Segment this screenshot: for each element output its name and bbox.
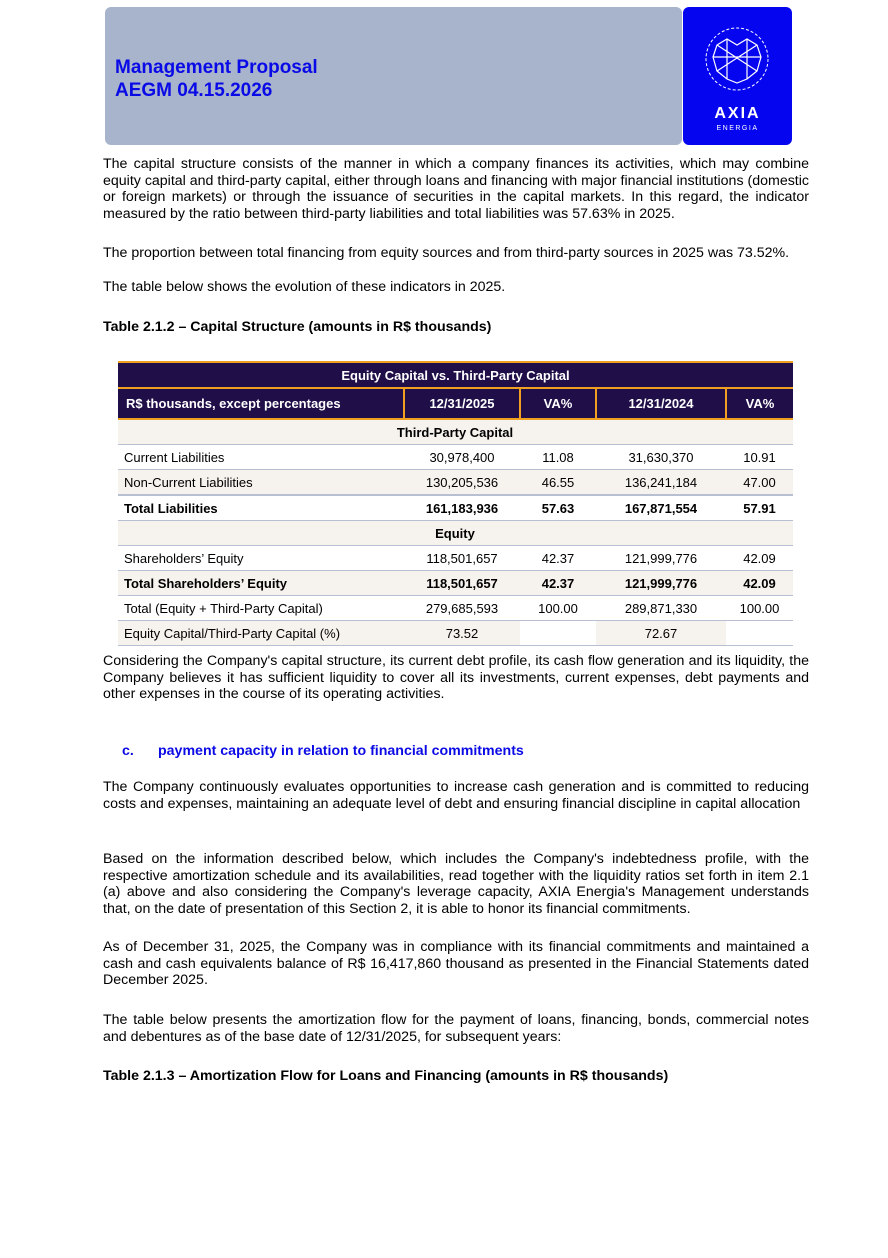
cell: 167,871,554 [596,495,726,521]
paragraph: Based on the information described below, which includes the Company's indebtedness profile, with the respective amortization schedule and its availabilities, read together with the liquidity ratios set forth in item 2.1 (a) above and also considering the Company's leverage capacity, AXIA Energia's Management understands that, on the date of presentation of this Section 2, it is able to honor its financial commitments. [103,851,809,917]
section-letter: c. [122,743,134,759]
paragraph: The Company continuously evaluates opportunities to increase cash generation and is committed to reducing costs and expenses, maintaining an adequate level of debt and ensuring financial discipline in capital allocation [103,779,809,812]
cell: 11.08 [520,445,596,470]
cell: 289,871,330 [596,596,726,621]
table-caption: Table 2.1.3 – Amortization Flow for Loans and Financing (amounts in R$ thousands) [103,1068,669,1084]
cell: 42.37 [520,546,596,571]
column-header: 12/31/2024 [596,388,726,419]
section-title: payment capacity in relation to financial commitments [158,743,524,759]
cell: 57.91 [726,495,793,521]
column-header: 12/31/2025 [404,388,520,419]
title-line-1: Management Proposal [115,57,318,78]
cell: 42.37 [520,571,596,596]
logo-name: AXIA [714,105,761,122]
cell: 136,241,184 [596,470,726,496]
cell: Total (Equity + Third-Party Capital) [118,596,404,621]
cell: Non-Current Liabilities [118,470,404,496]
table-row [118,445,793,470]
cell: 47.00 [726,470,793,496]
cell: 31,630,370 [596,445,726,470]
document-title [115,56,318,102]
table-row [118,621,793,646]
paragraph: As of December 31, 2025, the Company was in compliance with its financial commitments and maintained a cash and cash equivalents balance of R$ 16,417,860 thousand as presented in the Financial Statements dated December 2025. [103,939,809,989]
cell: 73.52 [404,621,520,646]
capital-structure-table [118,361,793,646]
cell: 100.00 [520,596,596,621]
cell: Total Shareholders’ Equity [118,571,404,596]
paragraph: The capital structure consists of the manner in which a company finances its activities, which may combine equity capital and third-party capital, either through loans and financing with major financial institutions (domestic or foreign markets) or through the issuance of securities in the capital markets. In this regard, the indicator measured by the ratio between third-party liabilities and total liabilities was 57.63% in 2025. [103,156,809,222]
column-header: VA% [726,388,793,419]
cell: 57.63 [520,495,596,521]
cell: 72.67 [596,621,726,646]
table-row [118,596,793,621]
cell: 42.09 [726,571,793,596]
table-row [118,571,793,596]
cell: 279,685,593 [404,596,520,621]
cell: Equity Capital/Third-Party Capital (%) [118,621,404,646]
title-line-2: AEGM 04.15.2026 [115,80,273,101]
axia-logo [683,7,792,145]
column-header: R$ thousands, except percentages [118,388,404,419]
cell: 121,999,776 [596,546,726,571]
cell [726,621,793,646]
table-row [118,546,793,571]
paragraph: The table below shows the evolution of these indicators in 2025. [103,279,506,295]
cell: Current Liabilities [118,445,404,470]
paragraph: Considering the Company's capital structure, its current debt profile, its cash flow generation and its liquidity, the Company believes it has sufficient liquidity to cover all its investments, current expenses, debt payments and other expenses in the course of its operating activities. [103,653,809,703]
cell: 10.91 [726,445,793,470]
header-banner [105,7,682,145]
cell: Total Liabilities [118,495,404,521]
cell: 130,205,536 [404,470,520,496]
column-header: VA% [520,388,596,419]
cell: 118,501,657 [404,571,520,596]
paragraph: The table below presents the amortization flow for the payment of loans, financing, bonds, commercial notes and debentures as of the base date of 12/31/2025, for subsequent years: [103,1012,809,1045]
cell: 46.55 [520,470,596,496]
cell: 118,501,657 [404,546,520,571]
table-title: Equity Capital vs. Third-Party Capital [118,362,793,388]
cell: 42.09 [726,546,793,571]
cell: 121,999,776 [596,571,726,596]
cell: 161,183,936 [404,495,520,521]
cell [520,621,596,646]
cell: Shareholders’ Equity [118,546,404,571]
table-row [118,470,793,496]
section-header: Third-Party Capital [118,419,793,445]
cell: 30,978,400 [404,445,520,470]
cell: 100.00 [726,596,793,621]
paragraph: The proportion between total financing from equity sources and from third-party sources in 2025 was 73.52%. [103,245,790,261]
logo-subtitle: ENERGIA [716,125,759,132]
table-caption: Table 2.1.2 – Capital Structure (amounts in R$ thousands) [103,319,492,335]
globe-icon [703,25,771,93]
table-row [118,495,793,521]
section-header: Equity [118,521,793,546]
